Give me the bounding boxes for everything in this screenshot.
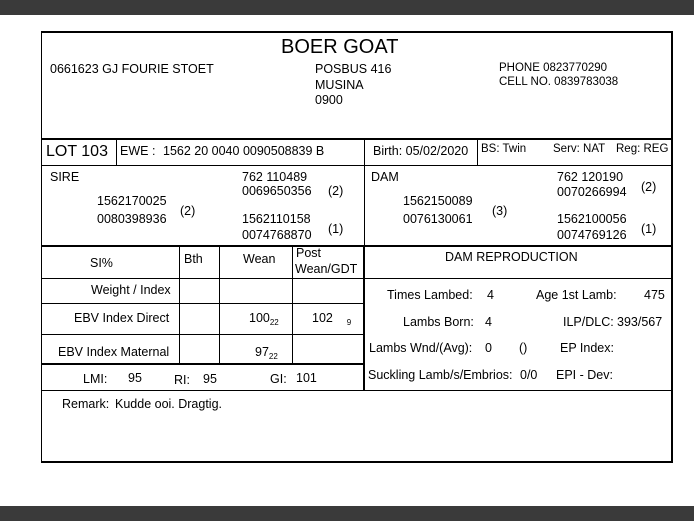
dam-sire-id-1: 762 120190	[557, 170, 624, 184]
owner-phone: PHONE 0823770290	[499, 62, 608, 74]
wean-subscript: 22	[269, 318, 279, 327]
owner-cell: CELL NO. 0839783038	[499, 76, 619, 88]
card-title: BOER GOAT	[281, 36, 399, 58]
age-first-lamb-value: 475	[644, 288, 665, 302]
wean-value: 97	[255, 345, 269, 359]
repro-header-line	[364, 278, 671, 279]
si-row-ebv-direct-wean	[249, 312, 279, 327]
ri-value: 95	[203, 372, 217, 386]
si-row2-line	[42, 334, 364, 335]
dam-label: DAM	[371, 170, 399, 184]
lambs-weaned-avg: ()	[519, 341, 528, 355]
top-border-bar	[0, 0, 694, 15]
ri-label: RI:	[174, 373, 190, 387]
lambs-born-label: Lambs Born:	[403, 315, 474, 329]
lmi-label: LMI:	[83, 372, 108, 386]
si-row-ebv-maternal-wean	[255, 346, 278, 361]
owner-address-line3: 0900	[315, 93, 343, 107]
si-header-si: SI%	[90, 256, 113, 270]
lmi-value: 95	[128, 371, 142, 385]
wean-subscript: 22	[268, 352, 278, 361]
lot-row-top-line	[42, 138, 671, 140]
birth-status: BS: Twin	[481, 143, 527, 155]
gi-value: 101	[296, 371, 317, 385]
dam-dam-mark: (1)	[641, 222, 657, 236]
registration-status: Reg: REG	[616, 143, 669, 155]
si-right-line	[363, 246, 365, 391]
age-first-lamb-label: Age 1st Lamb:	[536, 288, 617, 302]
si-header-bth: Bth	[184, 252, 203, 266]
si-row-ebv-direct: EBV Index Direct	[74, 311, 170, 325]
post-subscript: 9	[346, 318, 352, 327]
lambs-born-value: 4	[485, 315, 492, 329]
bottom-border-bar	[0, 506, 694, 521]
lambs-weaned-value: 0	[485, 341, 492, 355]
sire-id-2: 0080398936	[97, 212, 167, 226]
remark-label: Remark:	[62, 397, 110, 411]
dam-dam-id-2: 0074769126	[557, 228, 627, 242]
si-header-wean: Wean	[243, 252, 276, 266]
sire-sire-id-1: 762 110489	[242, 170, 308, 184]
birth-date: Birth: 05/02/2020	[373, 144, 469, 158]
si-row-ebv-direct-post	[312, 312, 351, 327]
owner-address-line1: POSBUS 416	[315, 62, 392, 76]
dam-id-2: 0076130061	[403, 212, 473, 226]
si-col-bth-line	[179, 246, 180, 363]
si-header-line	[42, 278, 364, 279]
epi-dev-label: EPI - Dev:	[556, 368, 613, 382]
suckling-label: Suckling Lamb/s/Embrios:	[368, 368, 513, 382]
owner-name: 0661623 GJ FOURIE STOET	[50, 62, 214, 76]
dam-id-1: 1562150089	[403, 194, 473, 208]
si-top-line	[42, 245, 671, 247]
repro-title: DAM REPRODUCTION	[445, 250, 578, 264]
sire-dam-id-1: 1562110158	[242, 212, 311, 226]
dam-dam-id-1: 1562100056	[557, 212, 627, 226]
ewe-value: 1562 20 0040 0090508839 B	[163, 144, 325, 158]
si-col-post-line	[292, 246, 293, 363]
sire-sire-mark: (2)	[328, 184, 344, 198]
lot-divider	[116, 139, 117, 165]
si-header-post: Post	[296, 246, 322, 260]
ilp-value: 393/567	[617, 315, 663, 329]
dam-sire-mark: (2)	[641, 180, 657, 194]
si-bottom-line	[42, 363, 364, 365]
service-type: Serv: NAT	[553, 143, 606, 155]
lot-number: LOT 103	[46, 143, 108, 160]
birth-divider	[364, 139, 365, 165]
sire-label: SIRE	[50, 170, 80, 184]
pedigree-divider	[364, 166, 365, 246]
lot-row-bottom-line	[42, 165, 671, 166]
gi-label: GI:	[270, 372, 287, 386]
si-row1-line	[42, 303, 364, 304]
times-lambed-value: 4	[487, 288, 494, 302]
si-col-wean-line	[219, 246, 220, 363]
ep-index-label: EP Index:	[560, 341, 614, 355]
sire-id-1: 1562170025	[97, 194, 167, 208]
sire-sire-id-2: 0069650356	[242, 184, 312, 198]
ewe-label: EWE :	[120, 144, 156, 158]
si-header-wean-gdt: Wean/GDT	[295, 262, 358, 276]
times-lambed-label: Times Lambed:	[387, 288, 473, 302]
ilp-label: ILP/DLC:	[563, 315, 614, 329]
dam-mark: (3)	[492, 204, 508, 218]
remark-text: Kudde ooi. Dragtig.	[115, 397, 223, 411]
sire-dam-mark: (1)	[328, 222, 344, 236]
sire-dam-id-2: 0074768870	[242, 228, 312, 242]
sire-mark: (2)	[180, 204, 196, 218]
lambs-weaned-label: Lambs Wnd/(Avg):	[369, 341, 473, 355]
wean-value: 100	[249, 311, 270, 325]
owner-address-line2: MUSINA	[315, 78, 364, 92]
suckling-value: 0/0	[520, 368, 538, 382]
bs-divider	[477, 139, 478, 165]
si-row-weight-index: Weight / Index	[91, 283, 171, 297]
dam-sire-id-2: 0070266994	[557, 185, 627, 199]
post-value: 102	[312, 311, 333, 325]
remark-top-line	[42, 390, 671, 391]
si-row-ebv-maternal: EBV Index Maternal	[58, 345, 170, 359]
